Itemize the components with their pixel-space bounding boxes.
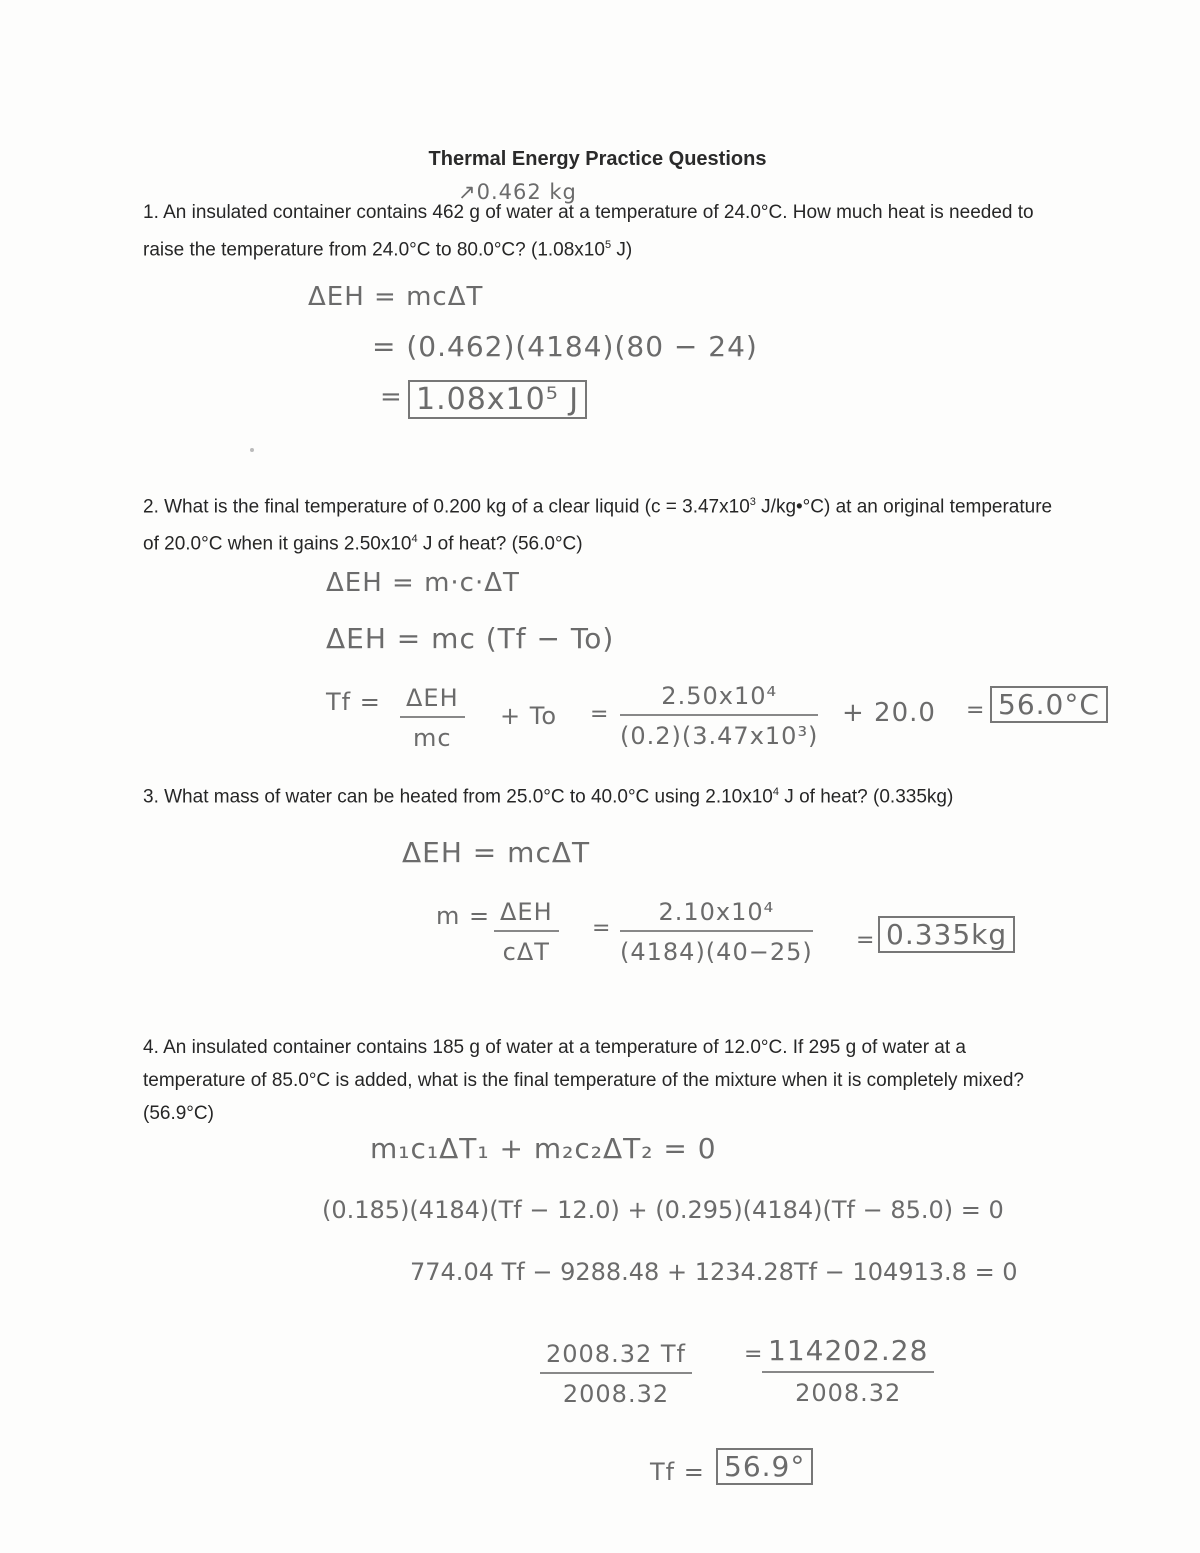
- q4-work-line-1: m₁c₁ΔT₁ + m₂c₂ΔT₂ = 0: [370, 1132, 717, 1165]
- question-3: [143, 776, 1063, 813]
- q4-work-line-3: 774.04 Tf − 9288.48 + 1234.28Tf − 104913.8 = 0: [410, 1258, 1018, 1286]
- q1-text-b: J): [611, 239, 633, 261]
- q2-fraction-2-numerator: 2.50x10⁴: [620, 682, 818, 716]
- stray-mark: [250, 448, 254, 452]
- q1-text-a: 1. An insulated container contains 462 g of water at a temperature of 24.0°C. How much heat is needed to raise the temperature from 24.0°C to 80.0°C? (1.08x10: [143, 202, 1034, 261]
- q2-exponent-a: 3: [749, 496, 756, 508]
- q3-fraction-2-numerator: 2.10x10⁴: [620, 898, 813, 932]
- q3-fraction-1-denominator: cΔT: [502, 938, 550, 966]
- q2-answer-box: 56.0°C: [990, 686, 1108, 723]
- q3-equals-2: =: [856, 928, 876, 953]
- q3-fraction-1-numerator: ΔEH: [494, 898, 559, 932]
- q4-work-line-2: (0.185)(4184)(Tf − 12.0) + (0.295)(4184)(Tf − 85.0) = 0: [322, 1196, 1004, 1224]
- q3-equals: =: [592, 916, 612, 941]
- q2-fraction-1: [400, 684, 465, 752]
- q3-text-a: 3. What mass of water can be heated from 25.0°C to 40.0°C using 2.10x10: [143, 786, 773, 808]
- q2-text-b: J/kg•°C) at an original temperature of 20.0°C when it gains 2.50x10: [143, 496, 1053, 555]
- q3-text-b: J of heat? (0.335kg): [779, 786, 954, 808]
- question-2: [143, 486, 1063, 561]
- q2-text-a: 2. What is the final temperature of 0.200 kg of a clear liquid (c = 3.47x10: [143, 496, 750, 518]
- q4-answer-box: 56.9°: [716, 1448, 813, 1485]
- q1-answer-box: 1.08x10⁵ J: [408, 380, 587, 419]
- q3-fraction-2: [620, 898, 813, 966]
- q1-work-line-2: = (0.462)(4184)(80 − 24): [372, 330, 758, 363]
- q3-answer-box: 0.335kg: [878, 916, 1015, 953]
- q3-fraction-2-denominator: (4184)(40−25): [620, 938, 813, 966]
- q4-fraction-2-numerator: 114202.28: [762, 1334, 934, 1373]
- q2-work-line-2: ΔEH = mc (Tf − To): [326, 622, 615, 655]
- q2-fraction-2: [620, 682, 818, 750]
- q4-equals: =: [744, 1342, 764, 1367]
- q4-fraction-2: [762, 1334, 934, 1407]
- q2-equals: =: [590, 702, 610, 727]
- q4-fraction-1: [540, 1340, 692, 1408]
- q3-exponent: 4: [772, 786, 780, 798]
- q4-fraction-1-denominator: 2008.32: [562, 1380, 670, 1408]
- q2-equals-2: =: [966, 698, 986, 723]
- q2-plus-20: + 20.0: [842, 698, 936, 728]
- q1-annotation: ↗0.462 kg: [458, 180, 577, 204]
- q2-fraction-2-denominator: (0.2)(3.47x10³): [620, 722, 819, 750]
- q2-work-line-1: ΔEH = m·c·ΔT: [326, 568, 520, 598]
- question-4: 4. An insulated container contains 185 g of water at a temperature of 12.0°C. If 295 g of water at a temperature of 85.0°C is added, what is the final temperature of the mixture when it is completely mixed? (56.9°C): [143, 1037, 1024, 1124]
- q2-tf-label: Tf =: [326, 688, 381, 716]
- q1-exponent: 5: [604, 239, 612, 251]
- q3-work-line-1: ΔEH = mcΔT: [402, 836, 591, 869]
- q2-plus-to: + To: [500, 702, 558, 730]
- q1-work-line-1: ΔEH = mcΔT: [308, 282, 484, 312]
- page-title: Thermal Energy Practice Questions: [428, 148, 767, 170]
- q3-fraction-1: [494, 898, 559, 966]
- q3-m-label: m =: [436, 902, 491, 930]
- q1-work-line-3-eq: =: [380, 382, 403, 412]
- question-1: [143, 196, 1063, 266]
- q2-text-c: J of heat? (56.0°C): [417, 533, 583, 555]
- q4-tf-label: Tf =: [650, 1458, 705, 1486]
- q2-fraction-1-numerator: ΔEH: [400, 684, 465, 718]
- q2-exponent-b: 4: [411, 533, 418, 546]
- q4-fraction-2-denominator: 2008.32: [795, 1379, 902, 1407]
- q2-fraction-1-denominator: mc: [413, 724, 452, 752]
- q4-fraction-1-numerator: 2008.32 Tf: [540, 1340, 692, 1374]
